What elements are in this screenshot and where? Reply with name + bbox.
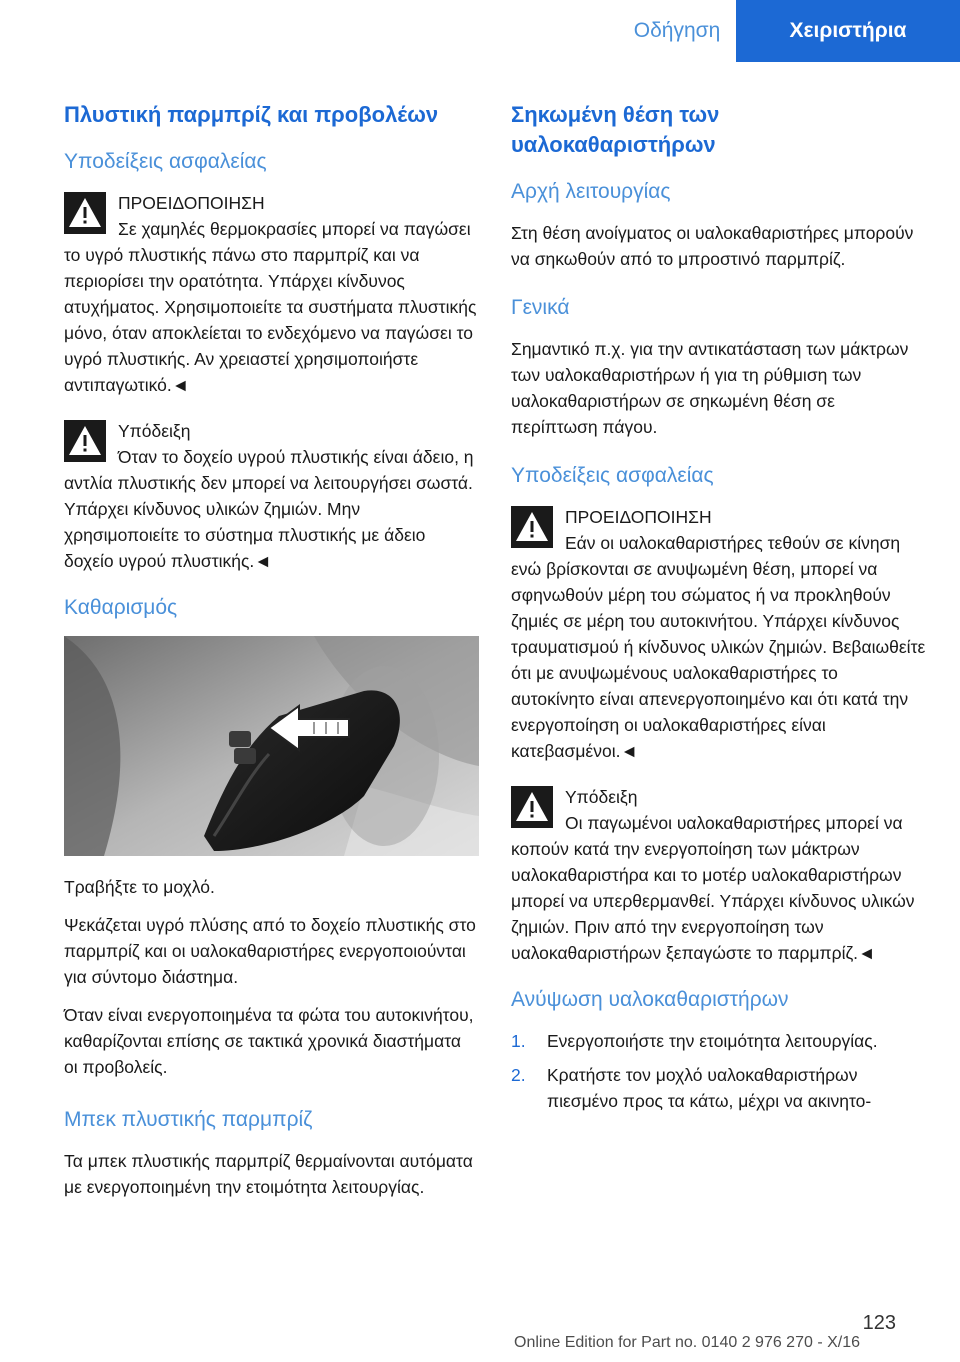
instruction-pull-lever: Τραβήξτε το μοχλό. — [64, 877, 215, 897]
warning-block-right — [511, 504, 926, 764]
header-tabs — [618, 0, 960, 62]
note-title: Υπόδειξη — [118, 421, 191, 441]
warning-triangle-icon — [64, 192, 106, 234]
section-title-washer: Πλυστική παρμπρίζ και προβολέων — [64, 102, 439, 127]
note-block-right — [511, 784, 926, 966]
principle-heading: Αρχή λειτουργίας — [511, 180, 671, 203]
nozzles-heading: Μπεκ πλυστικής παρμπρίζ — [64, 1108, 313, 1131]
spray-description: Ψεκάζεται υγρό πλύσης από το δοχείο πλυστικής στο παρμπρίζ και οι υαλοκαθαριστήρες ενεργοποιούνται για σύντομο διάστημα. — [64, 915, 476, 987]
cleaning-heading: Καθαρισμός — [64, 596, 178, 619]
tab-controls[interactable]: Χειριστήρια — [736, 0, 960, 62]
warning-text: Εάν οι υαλοκαθαριστήρες τεθούν σε κίνηση ενώ βρίσκονται σε ανυψωμένη θέση, μπορεί να σφηνωθούν μέρη του σώματος ή να προκληθούν ζημιές σε μέρη του αυτοκινήτου. Υπάρχει κίνδυνος τραυματισμού ή κίνδυνος υλικών ζημιών. Βεβαιωθείτε ότι με ανυψωμένους υαλοκαθαριστήρες το αυτοκίνητο είναι απενεργοποιημένο και ότι κατά την ενεργοποίηση οι υαλοκαθαριστήρες είναι κατεβασμένοι.◄ — [511, 533, 926, 761]
headlights-description: Όταν είναι ενεργοποιημένα τα φώτα του αυτοκινήτου, καθαρίζονται επίσης σε τακτικά χρονικά διαστήματα οι προβολείς. — [64, 1005, 474, 1077]
step-text: Κρατήστε τον μοχλό υαλοκαθαριστήρων πιεσμένο προς τα κάτω, μέχρι να ακινητο- — [547, 1065, 872, 1111]
safety-heading: Υποδείξεις ασφαλείας — [64, 150, 267, 173]
page-number: 123 — [862, 1312, 896, 1334]
warning-title: ΠΡΟΕΙΔΟΠΟΙΗΣΗ — [565, 507, 712, 527]
general-heading: Γενικά — [511, 296, 570, 319]
note-block — [64, 418, 479, 574]
general-description: Σημαντικό π.χ. για την αντικατάσταση των μάκτρων των υαλοκαθαριστήρων ή για τη ρύθμιση των υαλοκαθαριστήρων σε σηκωμένη θέση σε περίπτωση πάγου. — [511, 339, 909, 437]
step-number: 1. — [511, 1031, 526, 1051]
warning-block — [64, 190, 479, 398]
list-item — [511, 1062, 926, 1114]
note-title: Υπόδειξη — [565, 787, 638, 807]
lift-wipers-heading: Ανύψωση υαλοκαθαριστήρων — [511, 988, 789, 1011]
warning-triangle-icon — [64, 420, 106, 462]
warning-text: Σε χαμηλές θερμοκρασίες μπορεί να παγώσει το υγρό πλυστικής πάνω στο παρμπρίζ και να περιορίσει την ορατότητα. Υπάρχει κίνδυνος ατυχήματος. Χρησιμοποιείτε τα συστήματα πλυστικής μόνο, όταν αποκλείεται το ενδεχόμενο να παγώσει το υγρό πλυστικής. Αν χρειαστεί χρησιμοποιήστε αντιπαγωτικό.◄ — [64, 219, 477, 395]
list-item — [511, 1028, 926, 1054]
tab-driving[interactable]: Οδήγηση — [618, 0, 736, 62]
safety-heading-right: Υποδείξεις ασφαλείας — [511, 464, 714, 487]
left-column — [64, 100, 479, 1212]
warning-triangle-icon — [511, 786, 553, 828]
right-column — [511, 100, 926, 1122]
nozzles-description: Τα μπεκ πλυστικής παρμπρίζ θερμαίνονται αυτόματα με ενεργοποιημένη την ετοιμότητα λειτουργίας. — [64, 1151, 473, 1197]
principle-description: Στη θέση ανοίγματος οι υαλοκαθαριστήρες μπορούν να σηκωθούν από το μπροστινό παρμπρίζ. — [511, 223, 914, 269]
note-text: Όταν το δοχείο υγρού πλυστικής είναι άδειο, η αντλία πλυστικής δεν μπορεί να λειτουργήσει σωστά. Υπάρχει κίνδυνος υλικών ζημιών. Μην χρησιμοποιείτε το σύστημα πλυστικής με άδειο δοχείο υγρού πλυστικής.◄ — [64, 447, 474, 571]
lift-steps-list — [511, 1028, 926, 1114]
note-text: Οι παγωμένοι υαλοκαθαριστήρες μπορεί να κοπούν κατά την ενεργοποίηση των μάκτρων υαλοκαθαριστήρα και το μοτέρ υαλοκαθαριστήρων μπορεί να υπερθερμανθεί. Υπάρχει κίνδυνος υλικών ζημιών. Πριν από την ενεργοποίηση των υαλοκαθαριστήρων ξεπαγώστε το παρμπρίζ.◄ — [511, 813, 915, 963]
section-title-wiper-position: Σηκωμένη θέση των υαλοκαθαριστήρων — [511, 102, 720, 157]
step-number: 2. — [511, 1065, 526, 1085]
edition-footer: Online Edition for Part no. 0140 2 976 270 - X/16 — [514, 1334, 861, 1351]
warning-triangle-icon — [511, 506, 553, 548]
wiper-lever-photo — [64, 636, 479, 856]
step-text: Ενεργοποιήστε την ετοιμότητα λειτουργίας. — [547, 1031, 878, 1051]
warning-title: ΠΡΟΕΙΔΟΠΟΙΗΣΗ — [118, 193, 265, 213]
